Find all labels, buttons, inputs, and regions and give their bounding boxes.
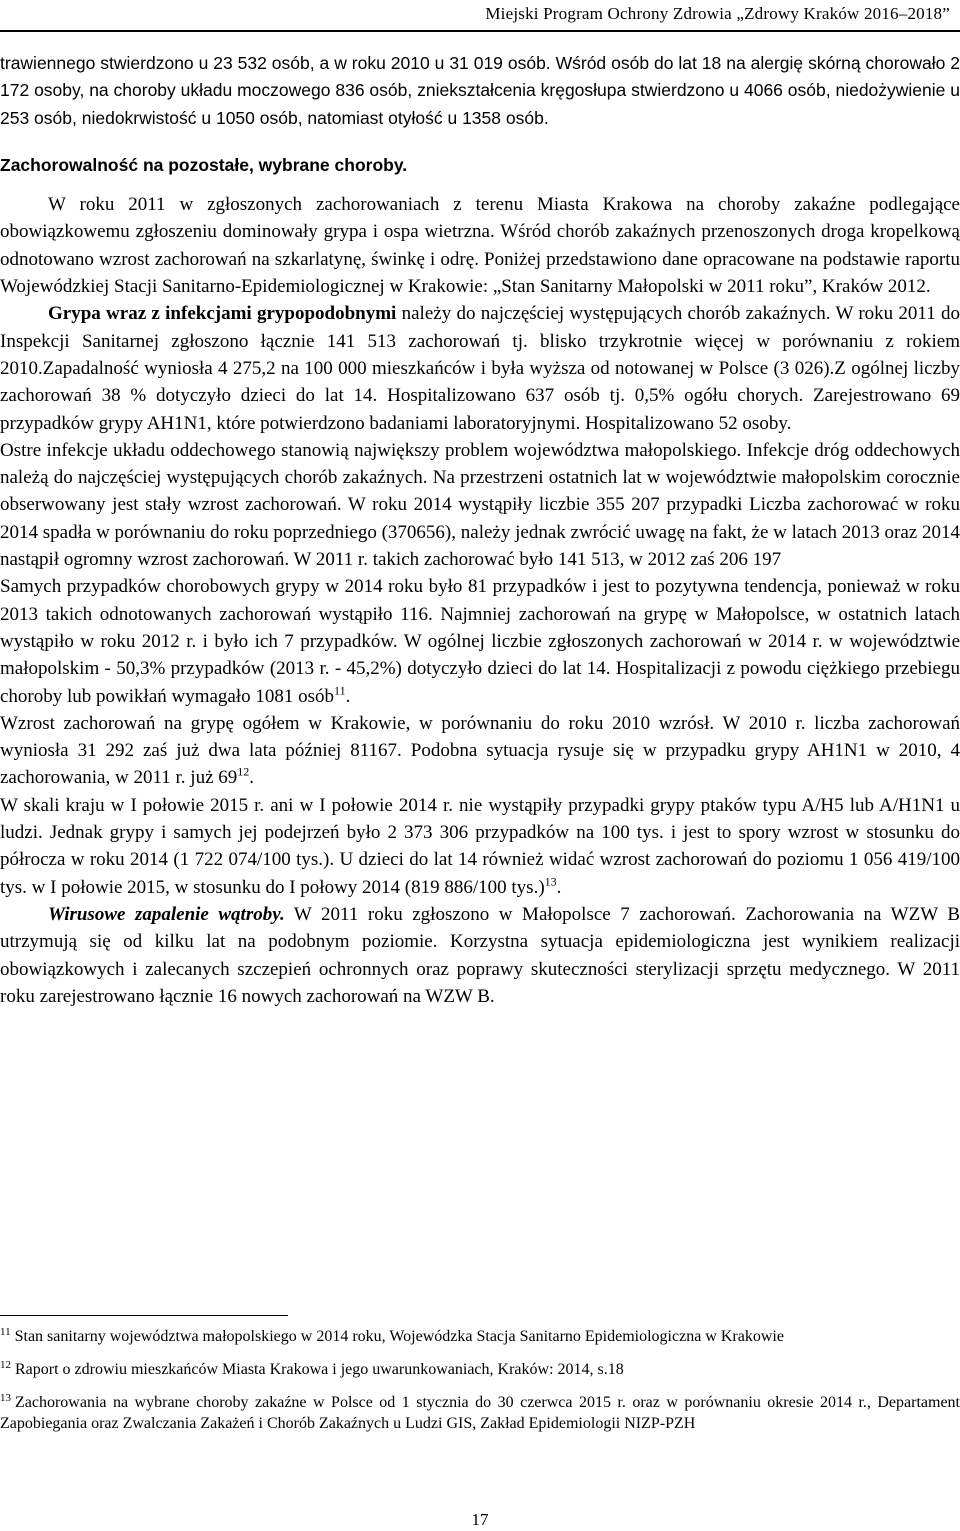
footnote-text: Stan sanitarny województwa małopolskiego w 2014 roku, Wojewódzka Stacja Sanitarno Epidemiologiczna w Krakowie: [14, 1328, 784, 1345]
body-text: [0, 50, 960, 1010]
paragraph-6: [0, 710, 960, 792]
paragraph-7: [0, 792, 960, 901]
paragraph-5-end: .: [345, 685, 351, 707]
paragraph-3-lead: Grypa wraz z infekcjami grypopodobnymi: [48, 303, 397, 325]
section-heading: Zachorowalność na pozostałe, wybrane choroby.: [0, 154, 408, 175]
paragraph-8-text: W 2011 roku zgłoszono w Małopolsce 7 zachorowań. Zachorowania na WZW B utrzymują się od kilku lat na podobnym poziomie. Korzystna sytuacja epidemiologiczna jest wynikiem realizacji obowiązkowych i zalecanych szczepień ochronnych oraz poprawy skuteczności sterylizacji sprzętu medycznego. W 2011 roku zarejestrowano łącznie 16 nowych zachorowań na WZW B.: [0, 903, 960, 1007]
footnote-13: [0, 1392, 960, 1434]
paragraph-8-lead: Wirusowe zapalenie wątroby.: [48, 903, 285, 925]
paragraph-7-end: .: [556, 876, 562, 898]
paragraph-6-text: Wzrost zachorowań na grypę ogółem w Krakowie, w porównaniu do roku 2010 wzrósł. W 2010 r. liczba zachorowań wyniosła 31 292 zaś już dwa lata później 81167. Podobna sytuacja rysuje się w przypadku grypy AH1N1 w 2010, 4 zachorowania, w 2011 r. już 69: [0, 712, 960, 789]
footnote-number: 11: [0, 1325, 11, 1338]
paragraph-3-text: należy do najczęściej występujących chorób zakaźnych. W roku 2011 do Inspekcji Sanitarnej zgłoszono łącznie 141 513 zachorowań tj. blisko trzykrotnie więcej w porównaniu z rokiem 2010.Zapadalność wyniosła 4 275,2 na 100 000 mieszkańców i była wyższa od notowanej w Polsce (3 026).Z ogólnej liczby zachorowań 38 % dotyczyło dzieci do lat 14. Hospitalizowano 637 osób tj. 0,5% ogółu chorych. Zarejestrowano 69 przypadków grypy AH1N1, które potwierdzono badaniami laboratoryjnymi. Hospitalizowano 52 osoby.: [0, 303, 960, 434]
footnotes: [0, 1326, 960, 1446]
footnote-ref-11[interactable]: 11: [334, 683, 346, 698]
paragraph-5: [0, 573, 960, 709]
footnote-ref-12[interactable]: 12: [237, 765, 250, 780]
footnote-number: 13: [0, 1391, 11, 1404]
paragraph-3: [0, 300, 960, 436]
paragraph-2: W roku 2011 w zgłoszonych zachorowaniach z terenu Miasta Krakowa na choroby zakaźne podlegające obowiązkowemu zgłoszeniu dominowały grypa i ospa wietrzna. Wśród chorób zakaźnych przenoszonych droga kropelkową odnotowano wzrost zachorowań na szkarlatynę, świnkę i odrę. Poniżej przedstawiono dane opracowane na podstawie raportu Wojewódzkiej Stacji Sanitarno-Epidemiologicznej w Krakowie: „Stan Sanitarny Małopolski w 2011 roku”, Kraków 2012.: [0, 194, 960, 298]
footnote-11: [0, 1326, 960, 1347]
paragraph-5-text: Samych przypadków chorobowych grypy w 2014 roku było 81 przypadków i jest to pozytywna tendencja, ponieważ w roku 2013 takich odnotowanych zachorowań wystąpiło 116. Najmniej zachorowań na grypę w Małopolsce, w ostatnich latach wystąpiło w roku 2012 r. i było ich 7 przypadków. W ogólnej liczbie zgłoszonych zachorowań w 2014 r. w województwie małopolskim - 50,3% przypadków (2013 r. - 45,2%) dotyczyło dzieci do lat 14. Hospitalizacji z powodu ciężkiego przebiegu choroby lub powikłań wymagało 1081 osób: [0, 576, 960, 707]
footnote-12: [0, 1359, 960, 1380]
footnote-separator: [0, 1315, 288, 1316]
running-header: Miejski Program Ochrony Zdrowia „Zdrowy Kraków 2016–2018”: [485, 4, 950, 23]
paragraph-1: [0, 50, 960, 132]
header-rule: [0, 30, 960, 32]
paragraph-7-text: W skali kraju w I połowie 2015 r. ani w I połowie 2014 r. nie wystąpiły przypadki grypy ptaków typu A/H5 lub A/H1N1 u ludzi. Jednak grypy i samych jej podejrzeń było 2 373 306 przypadków na 100 tys. i jest to spory wzrost w stosunku do półrocza w roku 2014 (1 722 074/100 tys.). U dzieci do lat 14 również widać wzrost zachorowań do poziomu 1 056 419/100 tys. w I połowie 2015, w stosunku do I połowy 2014 (819 886/100 tys.): [0, 794, 960, 898]
footnote-number: 12: [0, 1358, 11, 1371]
footnote-text: Zachorowania na wybrane choroby zakaźne w Polsce od 1 stycznia do 30 czerwca 2015 r. oraz w porównaniu okresie 2014 r., Departament Zapobiegania oraz Zwalczania Zakażeń i Chorób Zakaźnych u Ludzi GIS, Zakład Epidemiologii NIZP-PZH: [0, 1394, 960, 1432]
paragraph-4: Ostre infekcje układu oddechowego stanowią największy problem województwa małopolskiego. Infekcje dróg oddechowych należą do najczęściej występujących chorób zakaźnych. Na przestrzeni ostatnich lat w województwie małopolskim corocznie obserwowany jest stały wzrost zachorowań. W roku 2014 wystąpiły liczbie 355 207 przypadki Liczba zachorować w roku 2014 spadła w porównaniu do roku poprzedniego (370656), należy jednak zwrócić uwagę na fakt, że w latach 2013 oraz 2014 nastąpił ogromny wzrost zachorowań. W 2011 r. takich zachorować było 141 513, w 2012 zaś 206 197: [0, 439, 960, 571]
footnote-text: Raport o zdrowiu mieszkańców Miasta Krakowa i jego uwarunkowaniach, Kraków: 2014, s.18: [15, 1361, 624, 1378]
paragraph-6-end: .: [249, 767, 254, 789]
page-number: 17: [471, 1510, 489, 1529]
footnote-ref-13[interactable]: 13: [544, 874, 557, 889]
paragraph-8: [0, 901, 960, 1010]
paragraph-1-text: trawiennego stwierdzono u 23 532 osób, a w roku 2010 u 31 019 osób. Wśród osób do lat 18 na alergię skórną chorowało 2 172 osoby, na choroby układu moczowego 836 osób, zniekształcenia kręgosłupa stwierdzono u 4066 osób, niedożywienie u 253 osób, niedokrwistość u 1050 osób, natomiast otyłość u 1358 osób.: [0, 53, 960, 128]
